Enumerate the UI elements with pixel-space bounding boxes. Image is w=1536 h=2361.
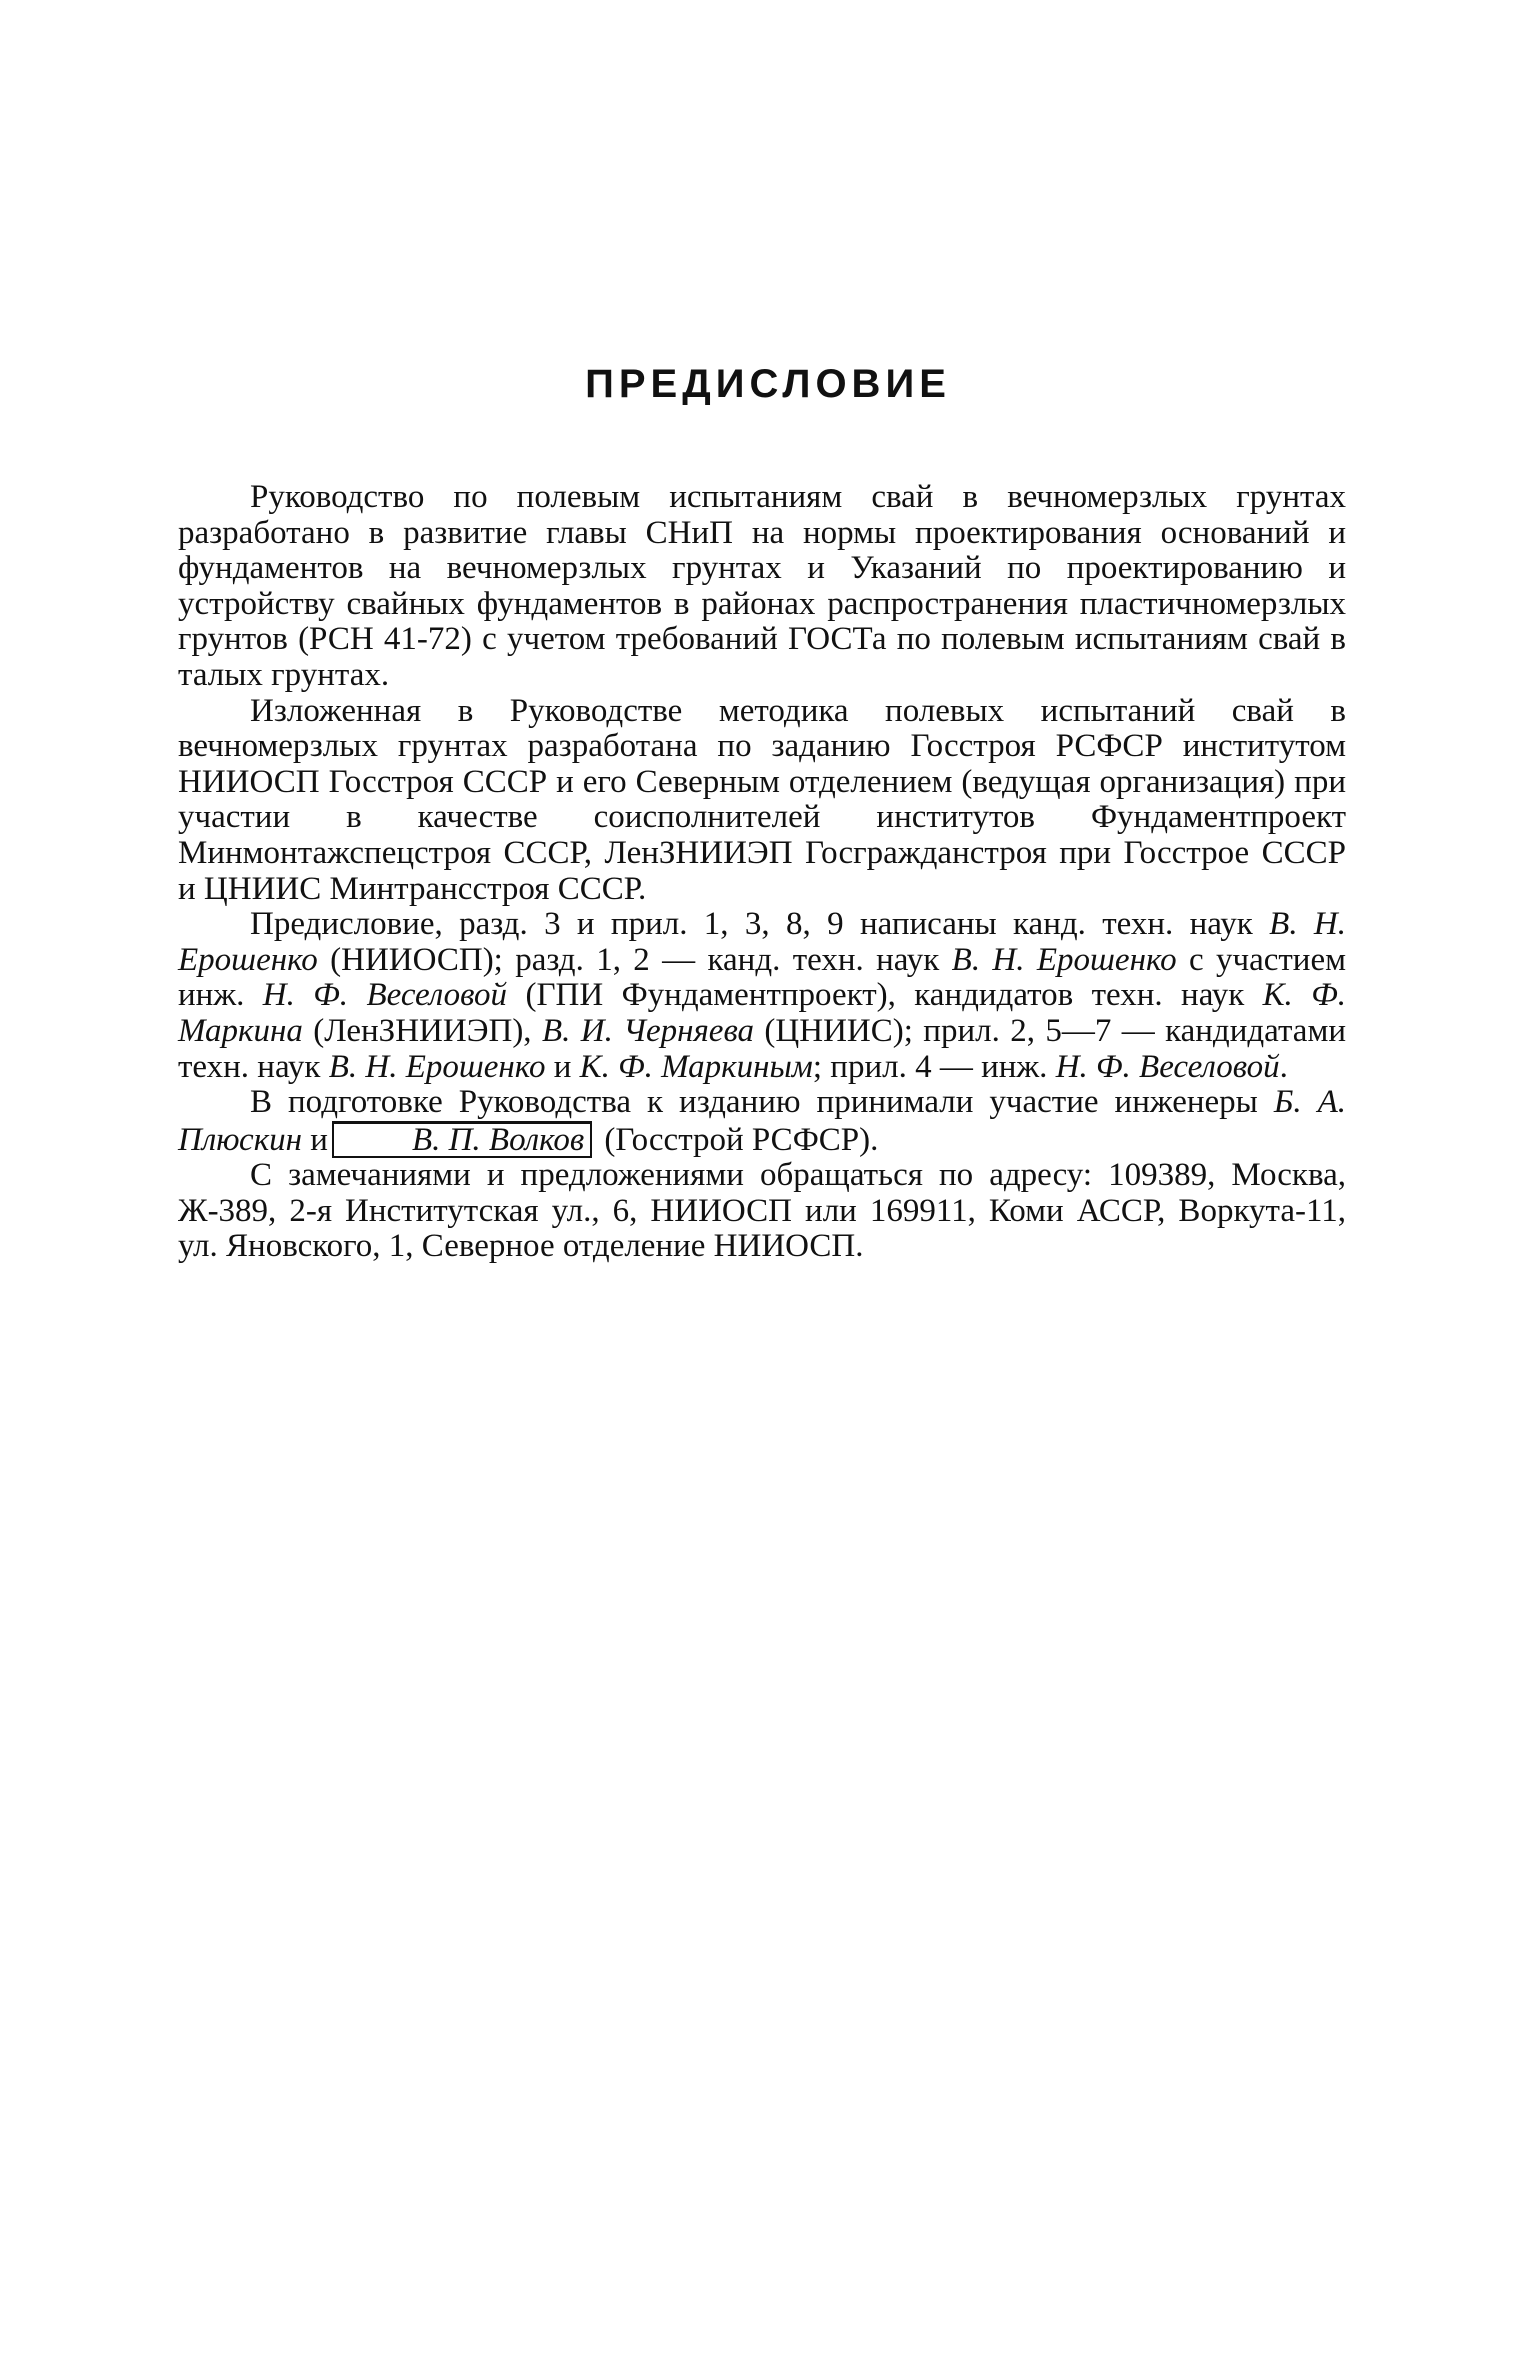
paragraph-3-text-3: с участием инж. [178, 941, 1346, 1014]
paragraph-4-text-2: и [302, 1121, 328, 1158]
author-name: В. Н. Ерошенко [178, 906, 1346, 978]
paragraph-3-text-7: и [545, 1048, 580, 1085]
paragraph-3-text-6: (ЦНИИС); прил. 2, 5—7 — кандидатами техн. наук [178, 1012, 1346, 1085]
paragraph-1: Руководство по полевым испытаниям свай в вечномерзлых грунтах разработано в развитие главы СНиП на нормы проектирования оснований и фундаментов на вечномерзлых грунтах и Указаний по проектированию и устройству свайных фундаментов в районах распространения пластичномерзлых грунтов (РСН 41-72) с учетом требований ГОСТа по полевым испытаниям свай в талых грунтах. [178, 479, 1346, 693]
author-name: Н. Ф. Веселовой [262, 977, 508, 1014]
paragraph-4-text-3: (Госстрой РСФСР). [596, 1121, 879, 1158]
paragraph-4 [178, 1085, 1346, 1158]
paragraph-3-text-5: (ЛенЗНИИЭП), [302, 1012, 542, 1049]
paragraph-3-text-9: . [1279, 1048, 1288, 1085]
paragraph-5: С замечаниями и предложениями обращаться по адресу: 109389, Москва, Ж-389, 2-я Институтская ул., 6, НИИОСП или 169911, Коми АССР, Воркута-11, ул. Яновского, 1, Северное отделение НИИОСП. [178, 1157, 1346, 1265]
author-name: К. Ф. Маркина [178, 977, 1346, 1049]
paragraph-2: Изложенная в Руководстве методика полевых испытаний свай в вечномерзлых грунтах разработана по заданию Госстроя РСФСР институтом НИИОСП Госстроя СССР и его Северным отделением (ведущая организация) при участии в качестве соисполнителей институтов Фундаментпроект Минмонтажспецстроя СССР, ЛенЗНИИЭП Госгражданстроя при Госстрое СССР и ЦНИИС Минтрансстроя СССР. [178, 692, 1346, 907]
boxed-author-name: В. П. Волков [332, 1121, 592, 1158]
preface-text [178, 480, 1346, 1265]
paragraph-3-text-8: ; прил. 4 — инж. [812, 1048, 1056, 1085]
author-name: К. Ф. Маркиным [579, 1048, 813, 1085]
author-name: Б. А. Плюскин [178, 1084, 1347, 1158]
author-name: В. Н. Ерошенко [951, 941, 1177, 978]
paragraph-3-text-1: Предисловие, разд. 3 и прил. 1, 3, 8, 9 написаны канд. техн. наук [250, 906, 1270, 943]
author-name: Н. Ф. Веселовой [1055, 1048, 1280, 1085]
paragraph-4-text-1: В подготовке Руководства к изданию принимали участие инженеры [250, 1084, 1274, 1121]
author-name: В. Н. Ерошенко [328, 1048, 546, 1085]
paragraph-3-text-4: (ГПИ Фундаментпроект), кандидатов техн. наук [507, 977, 1263, 1014]
page-title: ПРЕДИСЛОВИЕ [585, 362, 951, 406]
paragraph-3 [178, 907, 1346, 1085]
author-name: В. И. Черняева [541, 1012, 755, 1049]
paragraph-3-text-2: (НИИОСП); разд. 1, 2 — канд. техн. наук [317, 941, 952, 978]
